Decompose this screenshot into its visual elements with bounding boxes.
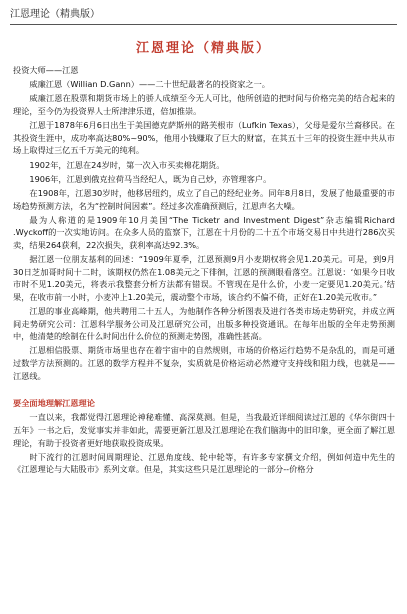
body-paragraph: 江恩相信股票、期货市场里也存在着宇宙中的自然规则，市场的价格运行趋势不是杂乱的，而是可通过数学方法预测的。江恩的数学方程并不复杂，实质就是价格运动必然遵守支持线和阻力线，也就是——江恩线。 xyxy=(13,345,395,381)
document-body xyxy=(13,64,395,478)
running-header: 江恩理论（精典版） xyxy=(10,9,100,20)
body-paragraph: 威廉江恩在股票和期货市场上的骄人成绩至今无人可比，他所创造的把时间与价格完美的结合起来的理论，至今仍为投资界人士所津津乐道，倍加推崇。 xyxy=(13,93,395,116)
document-title: 江恩理论（精典版） xyxy=(135,41,271,56)
body-paragraph: 江恩于1878年6月6日出生于美国德克萨斯州的路芙根市（Lufkin Texas），父母是爱尔兰裔移民。在其投资生涯中，成功率高达80%~90%，他用小钱赚取了巨大的财富，在其五十三年的投资生涯中共从市场上取得过三亿五千万美元的纯利。 xyxy=(13,120,395,156)
intro-line: 投资大师——江恩 xyxy=(13,65,79,75)
header-divider xyxy=(10,24,397,25)
body-paragraph: 在1908年，江恩30岁时，他移居纽约，成立了自己的经纪业务。同年8月8日，发展了他最重要的市场趋势预测方法，名为“控制时间因素”。经过多次准确预测后，江恩声名大噪。 xyxy=(13,187,395,211)
body-paragraph: 最为人称道的是1909年10月美国“The Ticketr and Investment Digest”杂志编辑Richard .Wyckoff的一次实地访问。在众多人员的监察下，江恩在十月份的二十五个市场交易日中共进行286次买卖，结果264获利，22次损失，获利率高达92.3%。 xyxy=(13,214,395,250)
body-paragraph: 江恩的事业高峰期，他共聘用二十五人，为他制作各种分析图表及进行各类市场走势研究，并成立两间走势研究公司：江恩科学服务公司及江恩研究公司，出版多种投资通讯。在每年出版的全年走势预测中，他清楚的绘制在什么时间出什么价位的预测走势图，准确性甚高。 xyxy=(13,306,395,342)
section-heading: 要全面地理解江恩理论 xyxy=(13,398,95,409)
body-paragraph: 1902年，江恩在24岁时，第一次入市买卖棉花期货。 xyxy=(29,159,225,170)
section-paragraph: 一直以来，我都觉得江恩理论神秘难懂、高深莫测。但是，当我最近详细阅读过江恩的《华尔街四十五年》一书之后，发觉事实并非如此，需要更新江恩及江恩理论在我们脑海中的旧印象，更全面了解江恩理论，有助于投资者更好地获取投资成果。 xyxy=(13,412,395,448)
body-paragraph: 1906年，江恩到俄克拉荷马当经纪人，既为自己炒，亦管理客户。 xyxy=(29,173,272,184)
body-paragraph: 威廉江恩（Willian D.Gann）——二十世纪最著名的投资家之一。 xyxy=(29,79,270,90)
body-paragraph: 据江恩一位朋友基利的回述：“1909年夏季，江恩预测9月小麦期权将会见1.20美元。可是，到9月30日芝加哥时间十二时，该期权仍然在1.08美元之下徘徊，江恩的预测眼看落空。江恩说：‘如果今日收市时不见1.20美元，将表示我整套分析方法都有错误。不管现在是什么价，小麦一定要见1.20美元。’结果，在收市前一小时，小麦冲上1.20美元，震动整个市场，该合约不偏不倚，正好在1.20美元收市。” xyxy=(13,254,395,302)
section-paragraph: 时下流行的江恩时间周期理论、江恩角度线、轮中轮等，有许多专家撰文介绍，例如何造中先生的《江恩理论与大陆股市》系列文章。但是，其实这些只是江恩理论的一部分--价格分 xyxy=(13,451,395,475)
